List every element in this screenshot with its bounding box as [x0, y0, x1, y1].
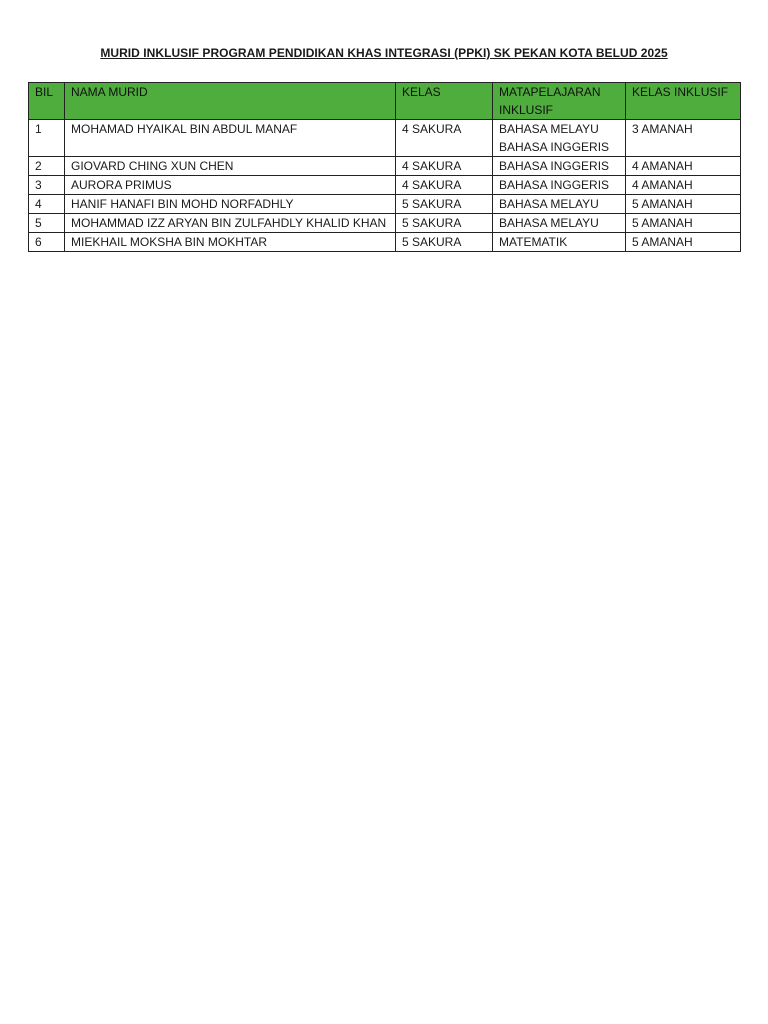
cell-kelas-inklusif: 5 AMANAH — [626, 233, 741, 252]
cell-kelas: 5 SAKURA — [396, 214, 493, 233]
cell-kelas-inklusif: 4 AMANAH — [626, 176, 741, 195]
cell-nama-murid: AURORA PRIMUS — [65, 176, 396, 195]
cell-matapelajaran-inklusif — [493, 176, 626, 195]
cell-bil: 4 — [29, 195, 65, 214]
subject-line: BAHASA MELAYU — [499, 197, 599, 211]
document-title: MURID INKLUSIF PROGRAM PENDIDIKAN KHAS INTEGRASI (PPKI) SK PEKAN KOTA BELUD 2025 — [100, 46, 668, 60]
table-row — [29, 195, 741, 214]
cell-matapelajaran-inklusif — [493, 120, 626, 157]
cell-nama-murid: GIOVARD CHING XUN CHEN — [65, 157, 396, 176]
student-table — [28, 82, 741, 252]
subject-line: BAHASA INGGERIS — [499, 140, 610, 154]
cell-kelas: 4 SAKURA — [396, 176, 493, 195]
subject-line: MATEMATIK — [499, 235, 568, 249]
subject-line: BAHASA INGGERIS — [499, 159, 610, 173]
header-nama-murid: NAMA MURID — [65, 83, 396, 120]
table-row — [29, 120, 741, 157]
header-bil: BIL — [29, 83, 65, 120]
cell-kelas-inklusif: 5 AMANAH — [626, 195, 741, 214]
subject-line: BAHASA MELAYU — [499, 122, 599, 136]
cell-bil: 6 — [29, 233, 65, 252]
cell-kelas-inklusif: 4 AMANAH — [626, 157, 741, 176]
cell-kelas: 5 SAKURA — [396, 195, 493, 214]
cell-kelas: 4 SAKURA — [396, 120, 493, 157]
header-kelas: KELAS — [396, 83, 493, 120]
cell-kelas-inklusif: 3 AMANAH — [626, 120, 741, 157]
cell-kelas: 5 SAKURA — [396, 233, 493, 252]
header-matapelajaran-inklusif: MATAPELAJARAN INKLUSIF — [493, 83, 626, 120]
table-row — [29, 214, 741, 233]
cell-matapelajaran-inklusif — [493, 214, 626, 233]
subject-line: BAHASA MELAYU — [499, 216, 599, 230]
cell-matapelajaran-inklusif — [493, 195, 626, 214]
cell-nama-murid: MIEKHAIL MOKSHA BIN MOKHTAR — [65, 233, 396, 252]
header-kelas-inklusif: KELAS INKLUSIF — [626, 83, 741, 120]
cell-kelas: 4 SAKURA — [396, 157, 493, 176]
cell-nama-murid: MOHAMMAD IZZ ARYAN BIN ZULFAHDLY KHALID KHAN — [65, 214, 396, 233]
cell-nama-murid: MOHAMAD HYAIKAL BIN ABDUL MANAF — [65, 120, 396, 157]
cell-bil: 2 — [29, 157, 65, 176]
cell-nama-murid: HANIF HANAFI BIN MOHD NORFADHLY — [65, 195, 396, 214]
cell-bil: 5 — [29, 214, 65, 233]
table-row — [29, 157, 741, 176]
cell-bil: 3 — [29, 176, 65, 195]
table-row — [29, 176, 741, 195]
cell-matapelajaran-inklusif — [493, 157, 626, 176]
table-header-row — [29, 83, 741, 120]
subject-line: BAHASA INGGERIS — [499, 178, 610, 192]
table-body — [29, 120, 741, 252]
cell-kelas-inklusif: 5 AMANAH — [626, 214, 741, 233]
cell-matapelajaran-inklusif — [493, 233, 626, 252]
table-row — [29, 233, 741, 252]
cell-bil: 1 — [29, 120, 65, 157]
